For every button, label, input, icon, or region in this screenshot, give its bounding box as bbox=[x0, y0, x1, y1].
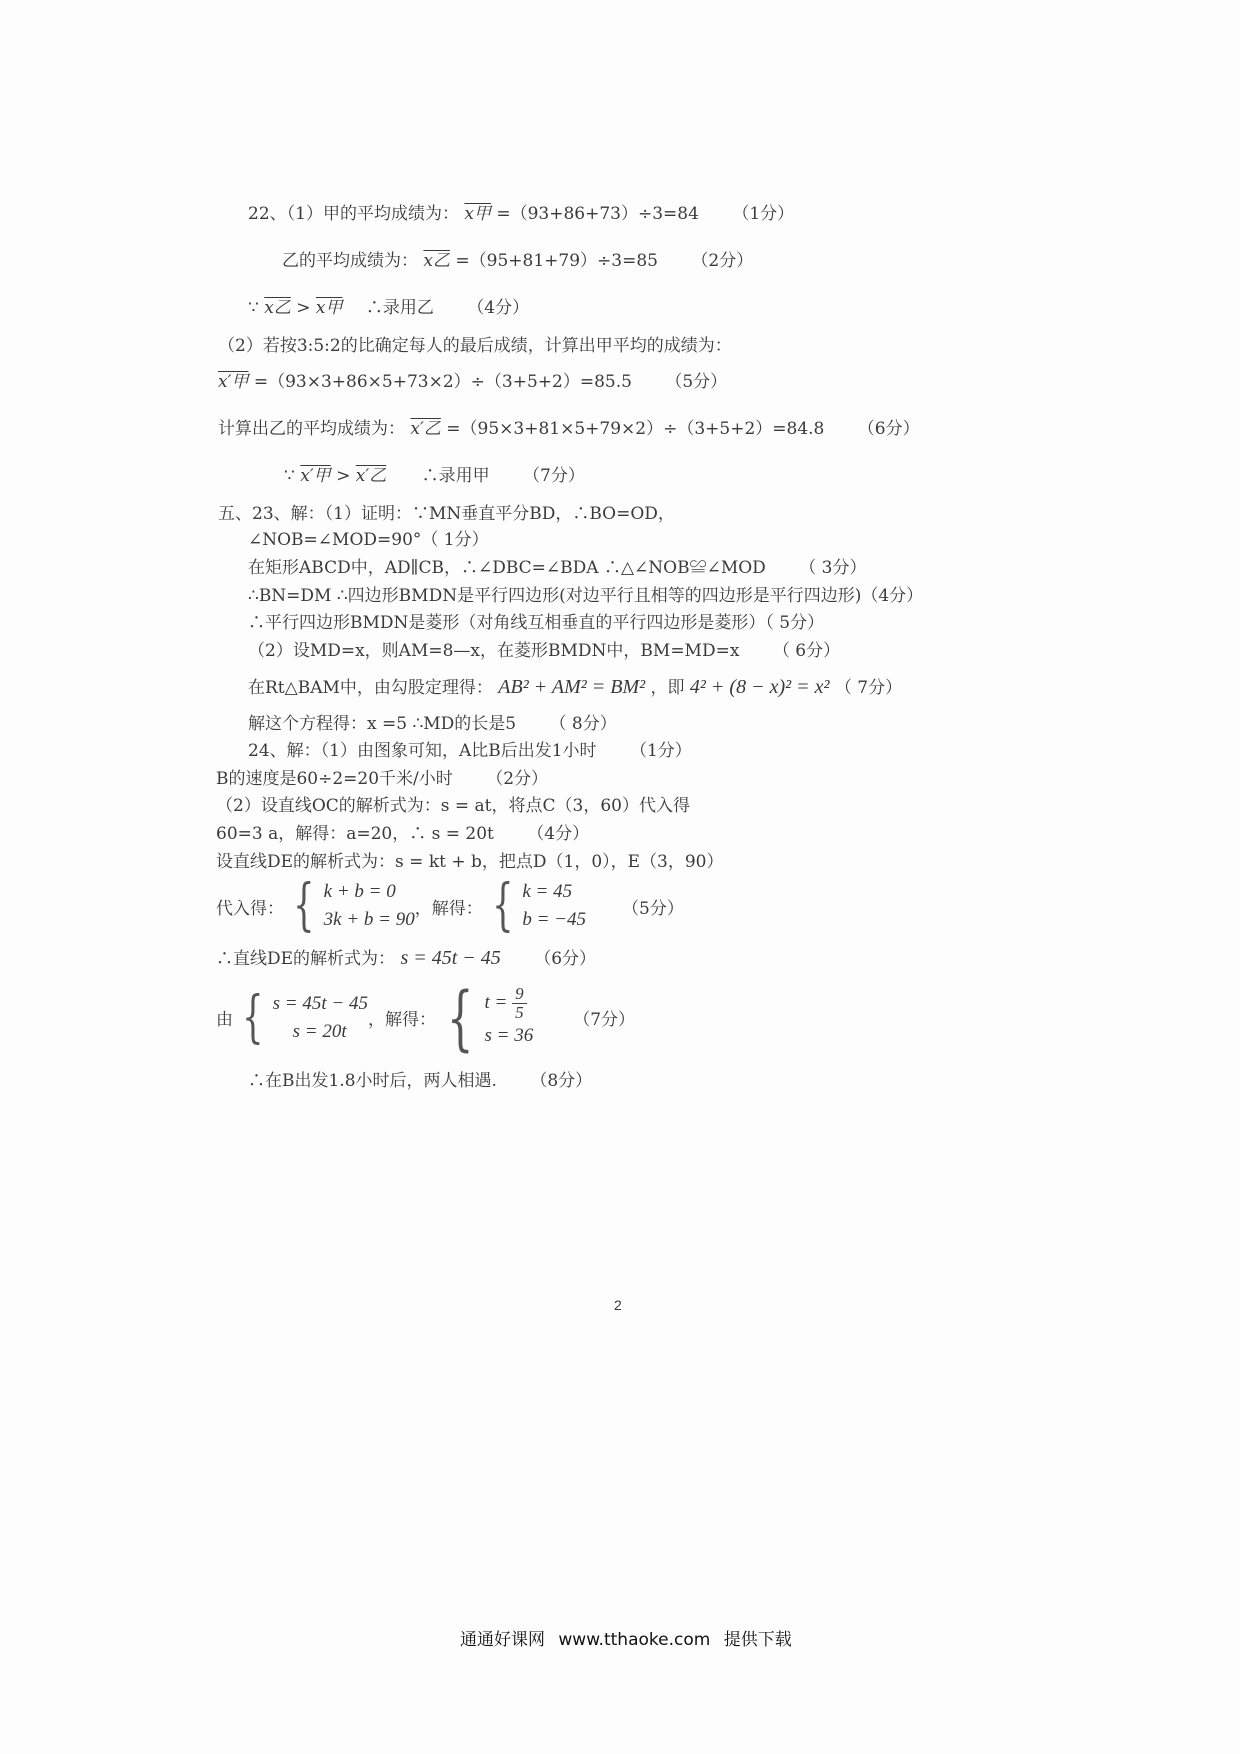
q24-sys2-t-label: t = bbox=[484, 991, 508, 1013]
q22-l7-gt: > bbox=[336, 466, 351, 486]
brace-icon: { bbox=[446, 976, 474, 1059]
page-number: 2 bbox=[614, 1297, 622, 1313]
q22-l2-expr: =（95+81+79）÷3=85 bbox=[455, 251, 658, 271]
q24-system-1 bbox=[216, 873, 684, 938]
q22-l1-text: 22、（1）甲的平均成绩为： bbox=[248, 204, 459, 224]
footer-url[interactable]: www.tthaoke.com bbox=[558, 1630, 711, 1650]
q24-line-7 bbox=[248, 1070, 592, 1092]
q22-l6-score: （6分） bbox=[857, 419, 920, 439]
q24-line-6 bbox=[216, 947, 596, 970]
q24-l1-text: 24、解：（1）由图象可知，A比B后出发1小时 bbox=[248, 741, 597, 761]
q24-l2-text: B的速度是60÷2=20千米/小时 bbox=[216, 769, 453, 789]
q24-sys2-row-1: s = 45t − 45 bbox=[272, 992, 368, 1014]
q24-sys1-solution-1: k = 45 bbox=[522, 881, 573, 902]
q24-l7-score: （8分） bbox=[530, 1071, 593, 1091]
q22-l7-conclusion: ∴录用甲 bbox=[421, 466, 490, 486]
q22-line-3 bbox=[248, 297, 529, 319]
q24-sys1-mid: ，解得： bbox=[414, 898, 483, 919]
q23-l7-score: （ 7分） bbox=[834, 678, 903, 698]
q23-l8-score: （ 8分） bbox=[549, 714, 617, 734]
q24-l7-text: ∴在B出发1.8小时后，两人相遇. bbox=[248, 1071, 497, 1091]
q24-sys1-score: （5分） bbox=[622, 898, 684, 919]
q22-l7-score: （7分） bbox=[523, 466, 585, 486]
q22-l7-because: ∵ bbox=[284, 466, 295, 486]
q24-sys1-row-2: 3k + b = 90 bbox=[323, 909, 415, 930]
q22-l3-b: x甲 bbox=[315, 298, 343, 318]
q24-line-4 bbox=[216, 823, 589, 845]
q23-line-2: ∠NOB=∠MOD=90°（ 1分） bbox=[248, 530, 489, 550]
q24-line-1 bbox=[248, 740, 692, 762]
q24-line-3: （2）设直线OC的解析式为：s = at，将点C（3，60）代入得 bbox=[216, 796, 690, 816]
q24-system-2 bbox=[216, 976, 636, 1059]
q24-sys1-prefix: 代入得： bbox=[216, 898, 284, 919]
q22-l5-expr: =（93×3+86×5+73×2）÷（3+5+2）=85.5 bbox=[253, 372, 632, 392]
brace-icon: { bbox=[242, 984, 264, 1050]
q24-sys2-row-2: s = 20t bbox=[292, 1020, 347, 1042]
q22-l3-gt: > bbox=[296, 298, 311, 318]
brace-icon: { bbox=[491, 873, 514, 938]
fraction-numerator: 9 bbox=[512, 985, 527, 1004]
q24-l6-equation: s = 45t − 45 bbox=[400, 947, 501, 969]
q22-l5-symbol: x′甲 bbox=[218, 372, 249, 392]
q24-sys2-mid: ，解得： bbox=[367, 1010, 436, 1030]
q24-sys1-equations bbox=[324, 878, 415, 934]
q24-line-5: 设直线DE的解析式为：s = kt + b，把点D（1，0），E（3，90） bbox=[216, 852, 724, 872]
q22-l7-b: x′乙 bbox=[355, 466, 387, 486]
q22-l3-a: x乙 bbox=[264, 298, 291, 318]
q23-line-7 bbox=[248, 676, 902, 699]
q24-sys2-s-row: s = 36 bbox=[484, 1025, 534, 1046]
q24-sys1-solution-2: b = −45 bbox=[522, 909, 587, 930]
q22-line-6 bbox=[218, 418, 920, 440]
q23-line-5: ∴平行四边形BMDN是菱形（对角线互相垂直的平行四边形是菱形）（ 5分） bbox=[248, 613, 825, 633]
q23-l6-text: （2）设MD=x，则AM=8—x，在菱形BMDN中，BM=MD=x bbox=[248, 641, 740, 661]
q23-line-1: 五、23、解：（1）证明：∵MN垂直平分BD，∴BO=OD， bbox=[218, 504, 675, 524]
q22-l3-conclusion: ∴录用乙 bbox=[365, 298, 434, 318]
q22-l2-symbol: x乙 bbox=[423, 251, 450, 271]
q23-l6-score: （ 6分） bbox=[772, 641, 841, 661]
q24-l6-text: ∴直线DE的解析式为： bbox=[216, 949, 396, 969]
q23-l7-equation-2: 4² + (8 − x)² = x² bbox=[689, 676, 830, 698]
q22-l5-score: （5分） bbox=[665, 372, 728, 392]
q22-l6-expr: =（95×3+81×5+79×2）÷（3+5+2）=84.8 bbox=[446, 419, 825, 439]
q23-l3-score: （ 3分） bbox=[799, 558, 867, 578]
q23-line-4: ∴BN=DM ∴四边形BMDN是平行四边形(对边平行且相等的四边形是平行四边形)（4分） bbox=[248, 586, 924, 606]
q24-line-2 bbox=[216, 768, 548, 790]
q22-l1-expr: =（93+86+73）÷3=84 bbox=[496, 204, 699, 224]
brace-icon: { bbox=[293, 873, 315, 938]
q24-sys2-score: （7分） bbox=[573, 1010, 636, 1030]
q24-sys2-equations bbox=[273, 990, 368, 1046]
q24-sys2-t-row bbox=[485, 985, 534, 1022]
q24-sys2-solution bbox=[485, 985, 534, 1050]
q22-l6-text: 计算出乙的平均成绩为： bbox=[218, 419, 405, 439]
q22-line-2 bbox=[282, 250, 753, 272]
q23-l7-text: 在Rt△BAM中，由勾股定理得： bbox=[248, 678, 493, 698]
q22-line-1 bbox=[248, 203, 794, 225]
q22-line-4: （2）若按3:5:2的比确定每人的最后成绩，计算出甲平均的成绩为： bbox=[218, 336, 732, 356]
q24-l6-score: （6分） bbox=[534, 949, 597, 969]
q22-line-5 bbox=[218, 371, 727, 393]
q23-line-3 bbox=[248, 557, 866, 579]
q24-l1-score: （1分） bbox=[629, 741, 692, 761]
q23-line-8 bbox=[248, 713, 617, 735]
q22-l2-score: （2分） bbox=[691, 251, 754, 271]
q24-sys2-prefix: 由 bbox=[216, 1010, 233, 1030]
q22-l3-because: ∵ bbox=[248, 298, 259, 318]
q24-l4-text: 60=3 a，解得：a=20，∴ s = 20t bbox=[216, 824, 494, 844]
q22-l7-a: x′甲 bbox=[300, 466, 331, 486]
q22-l1-symbol: x甲 bbox=[464, 204, 491, 224]
q24-sys1-row-1: k + b = 0 bbox=[323, 881, 396, 902]
q22-line-7 bbox=[284, 465, 585, 487]
footer bbox=[460, 1625, 800, 1650]
fraction-denominator: 5 bbox=[515, 1003, 524, 1022]
q23-l7-mid: ，即 bbox=[650, 678, 685, 698]
q22-l3-score: （4分） bbox=[467, 298, 530, 318]
footer-site-name: 通通好课网 bbox=[460, 1630, 545, 1650]
q23-l7-equation-1: AB² + AM² = BM² bbox=[498, 676, 646, 698]
q24-l4-score: （4分） bbox=[527, 824, 590, 844]
q22-l6-symbol: x′乙 bbox=[410, 419, 441, 439]
q24-sys2-fraction bbox=[512, 985, 527, 1022]
q22-l1-score: （1分） bbox=[732, 204, 795, 224]
q22-l2-text: 乙的平均成绩为： bbox=[282, 251, 418, 271]
q23-l3-text: 在矩形ABCD中，AD∥CB，∴∠DBC=∠BDA ∴△∠NOB≌∠MOD bbox=[248, 558, 766, 578]
q23-line-6 bbox=[248, 640, 840, 662]
q24-sys1-solution bbox=[522, 878, 586, 934]
q24-l2-score: （2分） bbox=[486, 769, 549, 789]
footer-suffix: 提供下载 bbox=[723, 1630, 792, 1650]
q23-l8-text: 解这个方程得：x =5 ∴MD的长是5 bbox=[248, 714, 517, 734]
